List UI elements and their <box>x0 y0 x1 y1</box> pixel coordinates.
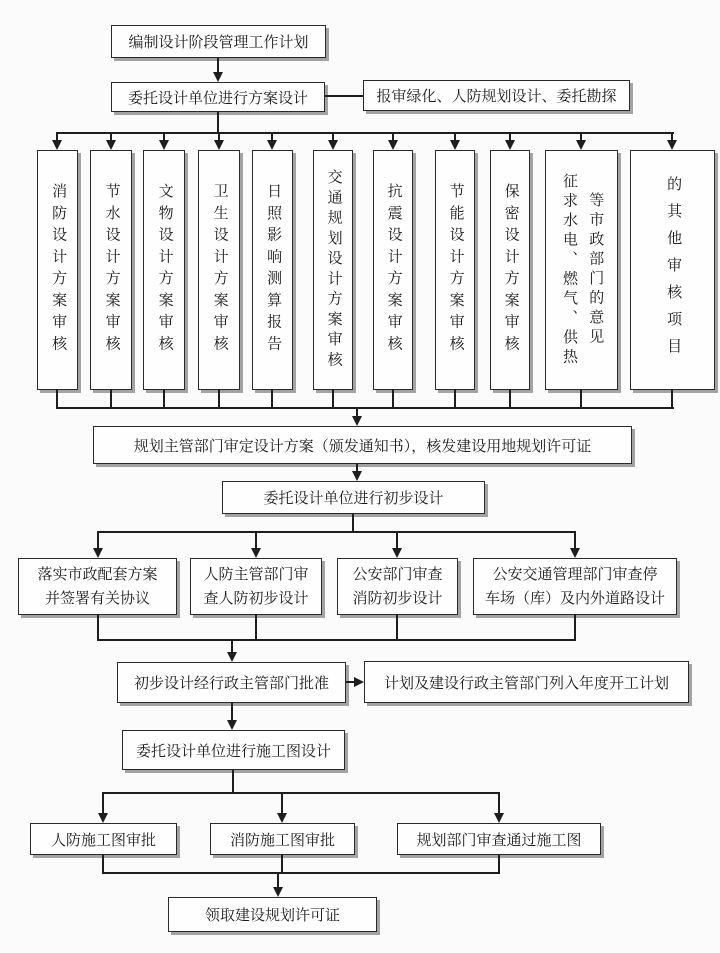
stub <box>255 531 257 549</box>
node-preliminary-design <box>222 481 485 514</box>
review-label-col2: 等市政部门的意见 <box>587 192 604 348</box>
label: 人防施工图审批 <box>50 832 156 849</box>
stub <box>97 614 99 641</box>
constr-fire-approval <box>210 823 355 855</box>
arrow-right-icon <box>354 677 364 687</box>
review-fire-protection <box>37 150 78 390</box>
arrow-down-icon <box>251 548 261 558</box>
review-confidentiality <box>490 150 530 390</box>
stub <box>396 531 398 549</box>
prelim-municipal-agreements <box>18 558 177 615</box>
stub <box>277 872 279 888</box>
line2: 车场（库）及内外道路设计 <box>484 590 665 607</box>
node-plan-label: 编制设计阶段管理工作计划 <box>128 35 309 51</box>
stub <box>231 703 233 721</box>
review-traffic-planning <box>313 150 353 390</box>
stub <box>255 614 257 641</box>
review-seismic <box>373 150 413 390</box>
arrow-down-icon <box>328 140 338 150</box>
constr-planning-approval <box>397 823 601 855</box>
node-plan <box>111 25 326 58</box>
review-label: 的其他审核项目 <box>665 175 682 365</box>
line1: 公安交通管理部门审查停 <box>492 566 658 583</box>
arrow-down-icon <box>667 140 677 150</box>
bus-prelim-distribution <box>97 531 576 533</box>
review-label: 日照影响测算报告 <box>265 183 282 357</box>
line1: 落实市政配套方案 <box>37 566 158 583</box>
stub <box>102 792 104 814</box>
review-label: 节能设计方案审核 <box>447 183 464 357</box>
stub <box>392 389 394 409</box>
review-label: 消防设计方案审核 <box>50 183 67 357</box>
bus-constr-collection <box>102 872 500 874</box>
stub <box>97 531 99 549</box>
arrow-down-icon <box>227 652 237 662</box>
connector-scheme-side <box>325 95 363 97</box>
stub <box>580 389 582 409</box>
node-approve-scheme <box>93 426 632 464</box>
stub <box>110 389 112 409</box>
line2: 并签署有关协议 <box>44 590 150 607</box>
review-cultural-relics <box>143 150 185 390</box>
label: 消防施工图审批 <box>229 832 335 849</box>
bus-prelim-collection <box>97 639 576 641</box>
review-sunlight-impact <box>252 150 293 390</box>
stub <box>281 792 283 814</box>
review-municipal-opinions <box>545 150 618 390</box>
stub <box>509 389 511 409</box>
review-label: 抗震设计方案审核 <box>385 183 402 357</box>
review-label: 卫生设计方案审核 <box>211 183 228 357</box>
node-prelim-approval-label: 初步设计经行政主管部门批准 <box>133 676 329 692</box>
stub <box>574 531 576 549</box>
arrow-down-icon <box>388 140 398 150</box>
label: 规划部门审查通过施工图 <box>416 832 582 849</box>
constr-civil-defense-approval <box>30 823 177 855</box>
arrow-down-icon <box>159 140 169 150</box>
node-prelim-approval <box>117 662 346 703</box>
stub <box>574 614 576 641</box>
line1: 公安部门审查 <box>352 566 443 583</box>
node-annual-plan-label: 计划及建设行政主管部门列入年度开工计划 <box>383 675 669 692</box>
arrow-down-icon <box>106 140 116 150</box>
stub <box>271 389 273 409</box>
review-other-items <box>630 150 715 390</box>
stub <box>454 389 456 409</box>
node-side-submissions <box>363 80 630 111</box>
node-construction-design-label: 委托设计单位进行施工图设计 <box>135 743 331 760</box>
node-annual-plan <box>364 661 689 703</box>
arrow-down-icon <box>277 813 287 823</box>
bus-constr-distribution <box>102 792 500 794</box>
arrow-down-icon <box>227 720 237 730</box>
arrow-down-icon <box>273 887 283 897</box>
review-label: 交通规划设计方案审核 <box>325 168 342 372</box>
stub <box>332 389 334 409</box>
arrow-down-icon <box>570 548 580 558</box>
arrow-down-icon <box>98 813 108 823</box>
stub <box>498 792 500 814</box>
stub <box>231 639 233 653</box>
review-water-saving <box>90 150 132 390</box>
line2: 查人防初步设计 <box>203 590 309 607</box>
review-sanitation <box>198 150 240 390</box>
arrow-down-icon <box>214 140 224 150</box>
line2: 消防初步设计 <box>352 590 443 607</box>
connector-plan-scheme <box>217 58 219 73</box>
node-approve-scheme-label: 规划主管部门审定设计方案（颁发通知书），核发建设用地规划许可证 <box>133 438 592 455</box>
bus-top-collection <box>56 407 674 409</box>
arrow-down-icon <box>576 140 586 150</box>
prelim-parking-roads-review <box>473 558 677 615</box>
review-label: 节水设计方案审核 <box>103 183 120 357</box>
stub <box>671 389 673 409</box>
node-preliminary-design-label: 委托设计单位进行初步设计 <box>263 491 444 507</box>
node-scheme-design <box>111 82 325 112</box>
arrow-down-icon <box>213 72 223 82</box>
node-construction-design <box>122 730 345 770</box>
line1: 人防主管部门审 <box>203 566 309 583</box>
prelim-fire-review <box>337 558 458 615</box>
arrow-down-icon <box>352 416 362 426</box>
node-final-permit <box>168 897 377 932</box>
stub <box>163 389 165 409</box>
arrow-down-icon <box>450 140 460 150</box>
review-label: 文物设计方案审核 <box>156 183 173 357</box>
arrow-down-icon <box>494 813 504 823</box>
stub <box>232 770 234 794</box>
arrow-down-icon <box>93 548 103 558</box>
stub <box>218 389 220 409</box>
prelim-civil-defense-review <box>190 558 322 615</box>
arrow-down-icon <box>392 548 402 558</box>
arrow-down-icon <box>267 140 277 150</box>
stub <box>396 614 398 641</box>
node-scheme-design-label: 委托设计单位进行方案设计 <box>127 90 308 107</box>
connector-scheme-bus <box>217 112 219 134</box>
arrow-down-icon <box>52 140 62 150</box>
node-side-submissions-label: 报审绿化、人防规划设计、委托勘探 <box>376 89 617 105</box>
review-energy-saving <box>435 150 475 390</box>
arrow-down-icon <box>352 471 362 481</box>
arrow-down-icon <box>505 140 515 150</box>
review-label: 保密设计方案审核 <box>502 183 519 357</box>
node-final-permit-label: 领取建设规划许可证 <box>204 908 340 924</box>
review-label-col1: 征求水电、燃气、供热 <box>561 172 577 368</box>
stub <box>56 389 58 409</box>
